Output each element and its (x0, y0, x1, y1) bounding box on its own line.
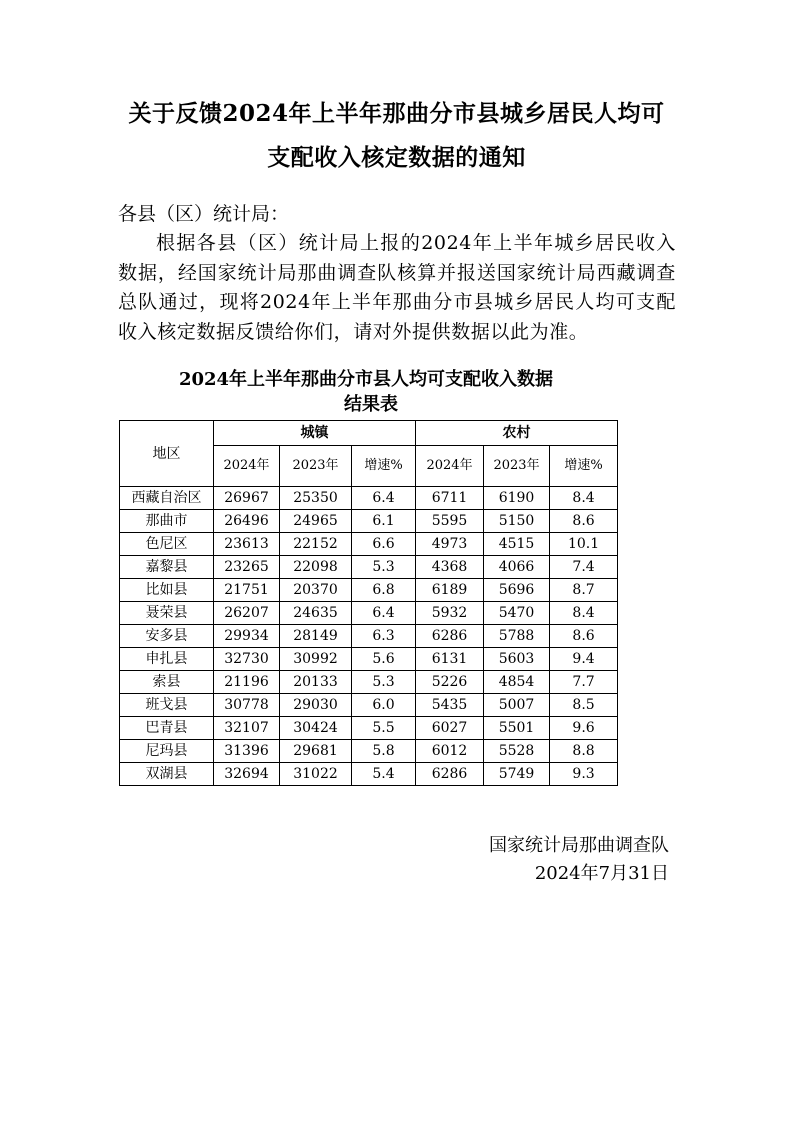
region-cell: 班戈县 (120, 694, 214, 717)
table-row (120, 625, 618, 648)
region-cell: 聂荣县 (120, 602, 214, 625)
table-row (120, 648, 618, 671)
region-cell: 那曲市 (120, 510, 214, 533)
header-row-groups (120, 421, 618, 446)
rural-2023-cell: 5528 (484, 740, 550, 763)
rural-2024-cell: 6012 (416, 740, 484, 763)
rural-2023-cell: 5501 (484, 717, 550, 740)
urban-2024-cell: 31396 (214, 740, 280, 763)
urban-2023-cell: 22098 (280, 556, 352, 579)
region-cell: 色尼区 (120, 533, 214, 556)
urban-growth-cell: 5.3 (352, 671, 416, 694)
region-cell: 安多县 (120, 625, 214, 648)
urban-growth-cell: 6.6 (352, 533, 416, 556)
rural-growth-cell: 10.1 (550, 533, 618, 556)
salutation: 各县（区）统计局： (118, 203, 290, 225)
rural-growth-cell: 9.6 (550, 717, 618, 740)
rural-2024-cell: 6286 (416, 625, 484, 648)
urban-2024-cell: 32107 (214, 717, 280, 740)
signature-date: 2024年7月31日 (534, 863, 669, 884)
rural-growth-cell: 8.5 (550, 694, 618, 717)
table-row (120, 556, 618, 579)
urban-2024-cell: 32694 (214, 763, 280, 786)
rural-2024-cell: 5435 (416, 694, 484, 717)
region-cell: 巴青县 (120, 717, 214, 740)
urban-2024-cell: 21751 (214, 579, 280, 602)
urban-header: 城镇 (214, 421, 416, 446)
rural-2024-cell: 6286 (416, 763, 484, 786)
urban-growth-cell: 5.4 (352, 763, 416, 786)
rural-growth-cell: 8.8 (550, 740, 618, 763)
rural-2024-cell: 4368 (416, 556, 484, 579)
table-title-line-1: 2024年上半年那曲分市县人均可支配收入数据 (178, 369, 554, 390)
rural-2024-cell: 6711 (416, 487, 484, 510)
urban-2024-cell: 21196 (214, 671, 280, 694)
table-row (120, 717, 618, 740)
region-cell: 嘉黎县 (120, 556, 214, 579)
rural-2023-cell: 5150 (484, 510, 550, 533)
urban-growth-cell: 6.0 (352, 694, 416, 717)
body-paragraph: 根据各县（区）统计局上报的2024年上半年城乡居民收入数据，经国家统计局那曲调查队核算并报送国家统计局西藏调查总队通过，现将2024年上半年那曲分市县城乡居民人均可支配收入核定数据反馈给你们，请对外提供数据以此为准。 (118, 232, 676, 343)
urban-growth-cell: 5.5 (352, 717, 416, 740)
rural-header: 农村 (416, 421, 618, 446)
table-row (120, 487, 618, 510)
urban-2024-cell: 30778 (214, 694, 280, 717)
rural-growth-cell: 8.6 (550, 625, 618, 648)
urban-2023-cell: 29681 (280, 740, 352, 763)
urban-2023-cell: 31022 (280, 763, 352, 786)
urban-2023-cell: 22152 (280, 533, 352, 556)
urban-2023-cell: 24635 (280, 602, 352, 625)
urban-2023-cell: 20133 (280, 671, 352, 694)
region-cell: 双湖县 (120, 763, 214, 786)
urban-2024-cell: 26967 (214, 487, 280, 510)
sub-header-urban-2024: 2024年 (214, 446, 280, 487)
table-header (120, 421, 618, 487)
urban-2023-cell: 30992 (280, 648, 352, 671)
rural-2024-cell: 6027 (416, 717, 484, 740)
rural-2023-cell: 5696 (484, 579, 550, 602)
rural-2023-cell: 4515 (484, 533, 550, 556)
rural-2023-cell: 5007 (484, 694, 550, 717)
rural-growth-cell: 8.4 (550, 487, 618, 510)
region-cell: 索县 (120, 671, 214, 694)
table-row (120, 510, 618, 533)
table-row (120, 602, 618, 625)
region-cell: 比如县 (120, 579, 214, 602)
rural-2024-cell: 4973 (416, 533, 484, 556)
urban-2024-cell: 26207 (214, 602, 280, 625)
region-cell: 申扎县 (120, 648, 214, 671)
rural-2023-cell: 5603 (484, 648, 550, 671)
urban-2023-cell: 29030 (280, 694, 352, 717)
rural-2024-cell: 5226 (416, 671, 484, 694)
region-cell: 尼玛县 (120, 740, 214, 763)
region-cell: 西藏自治区 (120, 487, 214, 510)
urban-2023-cell: 28149 (280, 625, 352, 648)
rural-2024-cell: 5932 (416, 602, 484, 625)
urban-2023-cell: 30424 (280, 717, 352, 740)
document-title-line-2: 支配收入核定数据的通知 (267, 144, 526, 171)
urban-growth-cell: 6.4 (352, 487, 416, 510)
sub-header-rural-growth: 增速% (550, 446, 618, 487)
urban-2024-cell: 29934 (214, 625, 280, 648)
sub-header-rural-2023: 2023年 (484, 446, 550, 487)
table-row (120, 533, 618, 556)
table-title-line-2: 结果表 (344, 394, 398, 415)
rural-2024-cell: 6189 (416, 579, 484, 602)
sub-header-urban-2023: 2023年 (280, 446, 352, 487)
urban-2023-cell: 24965 (280, 510, 352, 533)
rural-2024-cell: 6131 (416, 648, 484, 671)
rural-growth-cell: 7.7 (550, 671, 618, 694)
rural-2023-cell: 5788 (484, 625, 550, 648)
urban-growth-cell: 5.8 (352, 740, 416, 763)
rural-2024-cell: 5595 (416, 510, 484, 533)
urban-2023-cell: 25350 (280, 487, 352, 510)
income-table (119, 420, 618, 786)
signature-organization: 国家统计局那曲调查队 (489, 835, 669, 856)
rural-2023-cell: 5749 (484, 763, 550, 786)
urban-growth-cell: 6.3 (352, 625, 416, 648)
sub-header-urban-growth: 增速% (352, 446, 416, 487)
urban-growth-cell: 6.4 (352, 602, 416, 625)
table-row (120, 694, 618, 717)
urban-2024-cell: 23613 (214, 533, 280, 556)
urban-2024-cell: 26496 (214, 510, 280, 533)
rural-2023-cell: 5470 (484, 602, 550, 625)
urban-2024-cell: 32730 (214, 648, 280, 671)
sub-header-rural-2024: 2024年 (416, 446, 484, 487)
rural-growth-cell: 8.6 (550, 510, 618, 533)
region-header: 地区 (120, 421, 214, 487)
rural-growth-cell: 7.4 (550, 556, 618, 579)
urban-growth-cell: 6.8 (352, 579, 416, 602)
rural-growth-cell: 8.4 (550, 602, 618, 625)
rural-growth-cell: 9.3 (550, 763, 618, 786)
table-row (120, 671, 618, 694)
urban-2024-cell: 23265 (214, 556, 280, 579)
document-title-line-1: 关于反馈2024年上半年那曲分市县城乡居民人均可 (128, 100, 665, 127)
rural-growth-cell: 8.7 (550, 579, 618, 602)
urban-2023-cell: 20370 (280, 579, 352, 602)
urban-growth-cell: 5.6 (352, 648, 416, 671)
rural-2023-cell: 6190 (484, 487, 550, 510)
urban-growth-cell: 6.1 (352, 510, 416, 533)
rural-2023-cell: 4066 (484, 556, 550, 579)
table-row (120, 763, 618, 786)
rural-growth-cell: 9.4 (550, 648, 618, 671)
table-row (120, 579, 618, 602)
table-row (120, 740, 618, 763)
rural-2023-cell: 4854 (484, 671, 550, 694)
table-body (120, 487, 618, 786)
urban-growth-cell: 5.3 (352, 556, 416, 579)
